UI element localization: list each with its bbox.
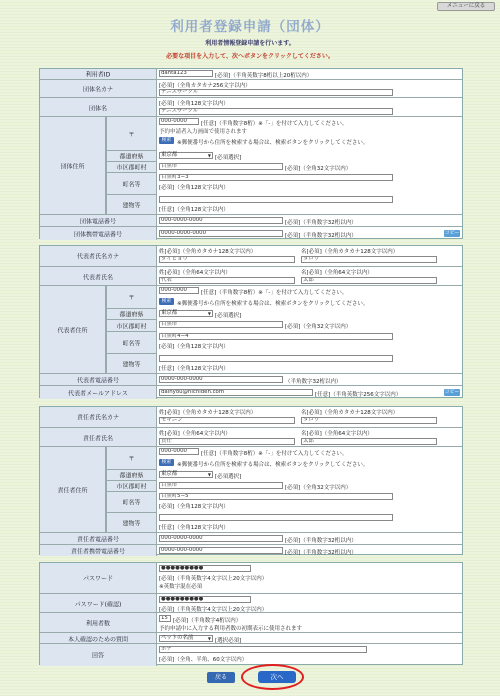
rep-city-input[interactable]: 目黒市 — [159, 321, 283, 328]
menu-return-button[interactable]: メニューに戻る — [437, 2, 495, 11]
resp-sei-input[interactable]: 責任 — [159, 438, 295, 445]
userid-input[interactable]: danta123 — [159, 70, 213, 77]
resp-zip-input[interactable]: 000-0000 — [159, 448, 199, 455]
auth-panel — [39, 562, 463, 665]
representative-panel — [39, 245, 463, 398]
resp-mei-note: 名[必須]（全角64文字以内） — [301, 431, 373, 437]
group-kana-input[interactable]: テニスサークル — [159, 89, 393, 96]
resp-town-note: [必須]（全角128文字以内） — [159, 504, 229, 510]
rep-zip-note: [任意]（半角数字8桁）※「-」を付けて入力してください。 — [201, 290, 348, 296]
user-count-label: 利用者数 — [40, 613, 157, 633]
resp-city-note: [必須]（全角32文字以内） — [285, 485, 352, 491]
resp-zip-note: [任意]（半角数字8桁）※「-」を付けて入力してください。 — [201, 451, 348, 457]
town-label: 町名等 — [106, 172, 157, 194]
resp-mobile-row — [40, 544, 462, 555]
resp-bldg-note: [任意]（全角128文字以内） — [159, 525, 229, 531]
rep-mei-kana-input[interactable]: タロウ — [301, 256, 437, 263]
answer-input[interactable]: ポチ — [159, 646, 367, 653]
resp-pref-select[interactable]: 東京都 ▼ — [159, 471, 213, 478]
password-label: パスワード — [40, 563, 157, 593]
group-city-input[interactable]: 目黒市 — [159, 163, 283, 170]
resp-town-label: 町名等 — [106, 491, 157, 512]
resp-pref-label: 都道府県 — [106, 469, 157, 480]
answer-row — [40, 643, 462, 665]
resp-search-button[interactable]: 検索 — [159, 459, 174, 466]
group-town-input[interactable]: 目黒町3−3 — [159, 174, 393, 181]
user-count-note2: 予約申請中に入力する利用者数の初期表示に使用されます — [159, 626, 303, 632]
answer-label: 回答 — [40, 644, 157, 666]
rep-mail-note: [任意]（半角英数字256文字以内） — [315, 392, 402, 398]
password-row — [40, 563, 462, 593]
rep-mail-label: 代表者メールアドレス — [40, 386, 157, 399]
group-search-button[interactable]: 検索 — [159, 137, 174, 144]
group-name-input[interactable]: テニスサークル — [159, 108, 393, 115]
resp-sei-kana-note: 姓[必須]（全角カタカナ128文字以内） — [159, 410, 257, 416]
resp-tel-row — [40, 532, 462, 544]
resp-tel-note: [必須]（半角数字32桁以内） — [285, 538, 357, 544]
user-count-row — [40, 612, 462, 632]
question-select[interactable]: ペットの名前 ▼ — [159, 635, 213, 642]
group-search-note: ※郵便番号から住所を検索する場合は、検索ボタンをクリックしてください。 — [177, 140, 369, 146]
group-kana-row — [40, 79, 462, 97]
resp-kana-label: 責任者氏名カナ — [40, 407, 157, 427]
rep-address-row — [40, 285, 462, 373]
rep-town-note: [必須]（全角128文字以内） — [159, 344, 229, 350]
group-bldg-input[interactable] — [159, 196, 393, 203]
resp-sei-kana-input[interactable]: セキニン — [159, 417, 295, 424]
highlight-circle — [241, 664, 304, 690]
rep-mei-kana-note: 名[必須]（全角カタカナ128文字以内） — [301, 249, 399, 255]
resp-mei-kana-note: 名[必須]（全角カタカナ128文字以内） — [301, 410, 399, 416]
rep-sei-note: 姓[必須]（全角64文字以内） — [159, 270, 231, 276]
group-zip-note2: 予約申請者入力画面で使用されます — [159, 129, 248, 135]
rep-town-input[interactable]: 目黒町4−4 — [159, 333, 393, 340]
rep-mei-input[interactable]: 太郎 — [301, 277, 437, 284]
resp-town-input[interactable]: 目黒町5−5 — [159, 493, 393, 500]
resp-mei-kana-input[interactable]: タロウ — [301, 417, 437, 424]
bldg-label: 建物等 — [106, 194, 157, 215]
rep-tel-note: （半角数字32桁以内） — [285, 379, 342, 385]
userid-label: 利用者ID — [40, 69, 157, 79]
group-address-label: 団体住所 — [40, 117, 106, 215]
back-button[interactable]: 戻る — [207, 672, 235, 683]
password-confirm-label: パスワード(確認) — [40, 594, 157, 613]
resp-pref-note: [必須選択] — [215, 474, 242, 480]
resp-address-row — [40, 446, 462, 532]
group-info-panel — [39, 68, 463, 239]
group-name-label: 団体名 — [40, 98, 157, 117]
rep-sei-input[interactable]: 代表 — [159, 277, 295, 284]
rep-copy-button[interactable]: コピー — [444, 389, 460, 395]
rep-bldg-note: [任意]（全角128文字以内） — [159, 366, 229, 372]
rep-kana-row — [40, 246, 462, 266]
group-zip-input[interactable]: 000-0000 — [159, 118, 199, 125]
group-tel-row — [40, 214, 462, 226]
resp-zip-label: 〒 — [106, 447, 157, 469]
group-town-note: [必須]（全角128文字以内） — [159, 185, 229, 191]
resp-city-input[interactable]: 目黒市 — [159, 482, 283, 489]
rep-zip-input[interactable]: 000-0000 — [159, 287, 199, 294]
group-name-note: [必須]（全角128文字以内） — [159, 101, 229, 107]
question-note: [選択必須] — [215, 638, 242, 644]
rep-search-note: ※郵便番号から住所を検索する場合は、検索ボタンをクリックしてください。 — [177, 301, 369, 307]
user-count-input[interactable]: 15 — [159, 615, 171, 622]
user-count-note: [必須]（半角数字4桁以内） — [173, 618, 242, 624]
password-note: [必須]（半角英数字4文字以上20文字以内） — [159, 576, 268, 582]
rep-pref-note: [必須選択] — [215, 313, 242, 319]
password-confirm-input[interactable]: ●●●●●●●●● — [159, 596, 251, 603]
rep-city-note: [必須]（全角32文字以内） — [285, 324, 352, 330]
city-label: 市区郡町村 — [106, 161, 157, 172]
rep-tel-input[interactable]: 0000-000-0000 — [159, 376, 283, 383]
password-confirm-row — [40, 593, 462, 612]
group-mobile-row — [40, 226, 462, 239]
page-description: 利用者情報登録申請を行います。 — [205, 40, 295, 47]
password-confirm-note: [必須]（半角英数字4文字以上20文字以内） — [159, 607, 268, 613]
rep-search-button[interactable]: 検索 — [159, 298, 174, 305]
rep-address-label: 代表者住所 — [40, 286, 106, 374]
resp-mei-input[interactable]: 太郎 — [301, 438, 437, 445]
userid-row — [40, 69, 462, 79]
resp-bldg-label: 建物等 — [106, 512, 157, 533]
resp-mobile-label: 責任者携帯電話番号 — [40, 545, 157, 556]
resp-bldg-input[interactable] — [159, 514, 393, 521]
rep-mei-note: 名[必須]（全角64文字以内） — [301, 270, 373, 276]
group-tel-label: 団体電話番号 — [40, 215, 157, 227]
group-kana-label: 団体名カナ — [40, 80, 157, 98]
rep-tel-label: 代表者電話番号 — [40, 374, 157, 386]
rep-city-label: 市区郡町村 — [106, 319, 157, 331]
resp-name-row — [40, 427, 462, 446]
group-mobile-label: 団体携帯電話番号 — [40, 227, 157, 240]
question-row — [40, 632, 462, 643]
userid-note: [必須]（半角英数字8桁以上20桁以内） — [215, 73, 313, 79]
group-tel-input[interactable]: 000-0000-0000 — [159, 217, 283, 224]
resp-tel-label: 責任者電話番号 — [40, 533, 157, 545]
rep-tel-row — [40, 373, 462, 385]
rep-sei-kana-input[interactable]: ダイヒョウ — [159, 256, 295, 263]
zip-label: 〒 — [106, 117, 157, 150]
resp-tel-input[interactable]: 000-0000-0000 — [159, 535, 283, 542]
group-zip-note: [任意]（半角数字8桁）※「-」を付けて入力してください。 — [201, 121, 348, 127]
rep-town-label: 町名等 — [106, 331, 157, 353]
rep-kana-label: 代表者氏名カナ — [40, 246, 157, 266]
rep-name-label: 代表者氏名 — [40, 267, 157, 286]
group-mobile-input[interactable]: 0000-0000-0000 — [159, 230, 283, 237]
group-tel-note: [必須]（半角数字32桁以内） — [285, 220, 357, 226]
page-instruction: 必要な項目を入力して、次へボタンをクリックしてください。 — [166, 53, 334, 60]
rep-bldg-label: 建物等 — [106, 353, 157, 374]
resp-kana-row — [40, 407, 462, 427]
group-pref-select[interactable]: 東京都 ▼ — [159, 152, 213, 159]
resp-address-label: 責任者住所 — [40, 447, 106, 533]
rep-pref-select[interactable]: 東京都 ▼ — [159, 310, 213, 317]
rep-bldg-input[interactable] — [159, 355, 393, 362]
group-kana-note: [必須]（全角カタカナ256文字以内） — [159, 83, 251, 89]
rep-pref-label: 都道府県 — [106, 308, 157, 319]
resp-search-note: ※郵便番号から住所を検索する場合は、検索ボタンをクリックしてください。 — [177, 462, 369, 468]
rep-name-row — [40, 266, 462, 285]
group-address-row — [40, 116, 462, 214]
resp-city-label: 市区郡町村 — [106, 480, 157, 491]
resp-mobile-note: [必須]（半角数字32桁以内） — [285, 550, 357, 556]
rep-mail-row — [40, 385, 462, 398]
group-bldg-note: [任意]（全角128文字以内） — [159, 207, 229, 213]
question-label: 本人確認のための質問 — [40, 633, 157, 644]
pref-label: 都道府県 — [106, 150, 157, 161]
resp-mobile-input[interactable]: 0000-000-0000 — [159, 547, 283, 554]
next-button[interactable]: 次へ — [258, 671, 296, 683]
password-note2: ※英数字混在必須 — [159, 584, 203, 590]
rep-zip-label: 〒 — [106, 286, 157, 308]
group-city-note: [必須]（全角32文字以内） — [285, 166, 352, 172]
answer-note: [必須]（全角、半角、60文字以内） — [159, 657, 248, 663]
rep-sei-kana-note: 姓[必須]（全角カタカナ128文字以内） — [159, 249, 257, 255]
page-title: 利用者登録申請（団体） — [170, 19, 330, 35]
group-pref-note: [必須選択] — [215, 155, 242, 161]
group-name-row — [40, 97, 462, 116]
rep-mail-input[interactable]: daihyou@nichiden.com — [159, 389, 313, 396]
resp-sei-note: 姓[必須]（全角64文字以内） — [159, 431, 231, 437]
resp-name-label: 責任者氏名 — [40, 428, 157, 447]
group-mobile-note: [必須]（半角数字32桁以内） — [285, 233, 357, 239]
responsible-panel — [39, 406, 463, 555]
group-copy-button[interactable]: コピー — [444, 230, 460, 236]
password-input[interactable]: ●●●●●●●●● — [159, 565, 251, 572]
